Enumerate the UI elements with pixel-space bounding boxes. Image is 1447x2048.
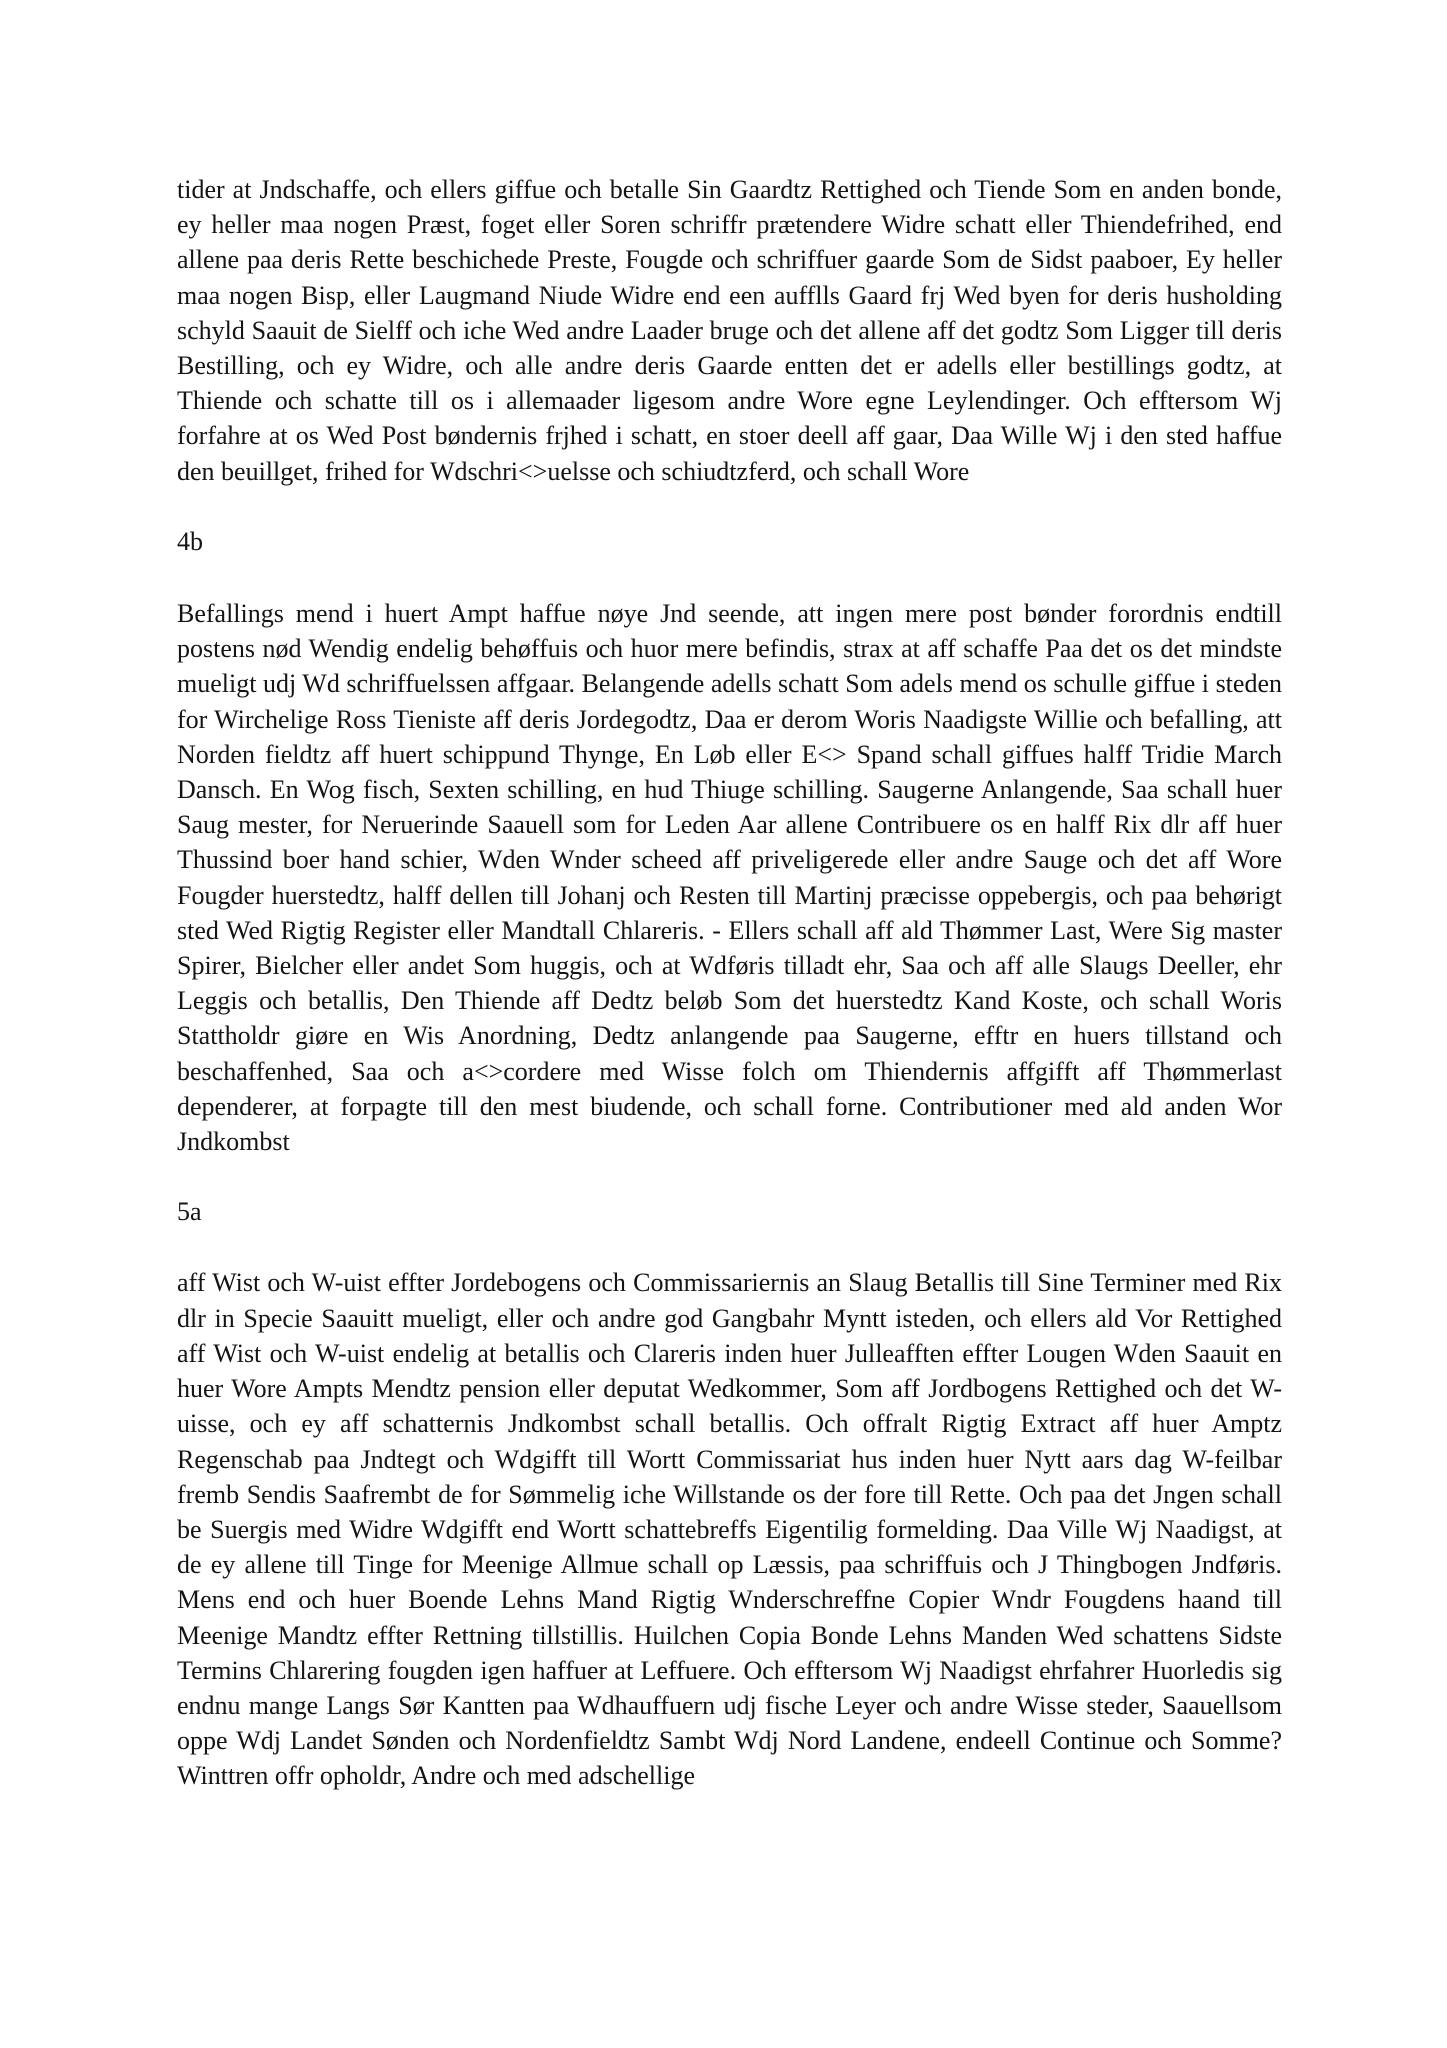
page-marker-4b: 4b [177, 526, 203, 556]
paragraph-2: Befallings mend i huert Ampt haffue nøye Jnd seende, att ingen mere post bønder forordnis endtill postens nød Wendig endelig behøffuis och huor mere befindis, strax at aff schaffe Paa det os det mindste mueligt udj Wd schriffuelssen affgaar. Belangende adells schatt Som adels mend os schulle giffue i steden for Wirchelige Ross Tieniste aff deris Jordegodtz, Daa er derom Woris Naadigste Willie och befalling, att Norden fieldtz aff huert schippund Thynge, En Løb eller E<> Spand schall giffues halff Tridie March Dansch. En Wog fisch, Sexten schilling, en hud Thiuge schilling. Saugerne Anlangende, Saa schall huer Saug mester, for Neruerinde Saauell som for Leden Aar allene Contribuere os en halff Rix dlr aff huer Thussind boer hand schier, Wden Wnder scheed aff priveligerede eller andre Sauge och det aff Wore Fougder huerstedtz, halff dellen till Johanj och Resten till Martinj præcisse oppebergis, och paa behørigt sted Wed Rigtig Register eller Mandtall Chlareris. - Ellers schall aff ald Thømmer Last, Were Sig master Spirer, Bielcher eller andet Som huggis, och at Wdføris tilladt ehr, Saa och aff alle Slaugs Deeller, ehr Leggis och betallis, Den Thiende aff Dedtz beløb Som det huerstedtz Kand Koste, och schall Woris Stattholdr giøre en Wis Anordning, Dedtz anlangende paa Saugerne, efftr en huers tillstand och beschaffenhed, Saa och a<>cordere med Wisse folch om Thiendernis affgifft aff Thømmerlast dependerer, at forpagte till den mest biudende, och schall forne. Contributioner med ald anden Wor Jndkombst [177, 599, 1282, 1157]
document-page [177, 172, 1282, 1794]
page-marker-5a: 5a [177, 1197, 202, 1227]
paragraph-3: aff Wist och W-uist effter Jordebogens och Commissariernis an Slaug Betallis till Sine Terminer med Rix dlr in Specie Saauitt mueligt, eller och andre god Gangbahr Myntt isteden, och ellers ald Vor Rettighed aff Wist och W-uist endelig at betallis och Clareris inden huer Julleafften effter Lougen Wden Saauit en huer Wore Ampts Mendtz pension eller deputat Wedkommer, Som aff Jordbogens Rettighed och det W-uisse, och ey aff schatternis Jndkombst schall betallis. Och offralt Rigtig Extract aff huer Amptz Regenschab paa Jndtegt och Wdgifft till Wortt Commissariat hus inden huer Nytt aars dag W-feilbar fremb Sendis Saafrembt de for Sømmelig iche Willstande os der fore till Rette. Och paa det Jngen schall be Suergis med Widre Wdgifft end Wortt schattebreffs Eigentilig formelding. Daa Ville Wj Naadigst, at de ey allene till Tinge for Meenige Allmue schall op Læssis, paa schriffuis och J Thingbogen Jndføris. Mens end och huer Boende Lehns Mand Rigtig Wnderschreffne Copier Wndr Fougdens haand till Meenige Mandtz effter Rettning tillstillis. Huilchen Copia Bonde Lehns Manden Wed schattens Sidste Termins Chlarering fougden igen haffuer at Leffuere. Och efftersom Wj Naadigst ehrfahrer Huorledis sig endnu mange Langs Sør Kantten paa Wdhauffuern udj fische Leyer och andre Wisse steder, Saauellsom oppe Wdj Landet Sønden och Nordenfieldtz Sambt Wdj Nord Landene, endeell Continue och Somme? Winttren offr opholdr, Andre och med adschellige [177, 1268, 1282, 1791]
paragraph-1: tider at Jndschaffe, och ellers giffue och betalle Sin Gaardtz Rettighed och Tiende Som en anden bonde, ey heller maa nogen Præst, foget eller Soren schriffr prætendere Widre schatt eller Thiendefrihed, end allene paa deris Rette beschichede Preste, Fougde och schriffuer gaarde Som de Sidst paaboer, Ey heller maa nogen Bisp, eller Laugmand Niude Widre end een aufflls Gaard frj Wed byen for deris husholding schyld Saauit de Sielff och iche Wed andre Laader bruge och det allene aff det godtz Som Ligger till deris Bestilling, och ey Widre, och alle andre deris Gaarde entten det er adells eller bestillings godtz, at Thiende och schatte till os i allemaader ligesom andre Wore egne Leylendinger. Och efftersom Wj forfahre at os Wed Post bøndernis frjhed i schatt, en stoer deell aff gaar, Daa Wille Wj i den sted haffue den beuillget, frihed for Wdschri<>uelsse och schiudtzferd, och schall Wore [177, 175, 1282, 486]
